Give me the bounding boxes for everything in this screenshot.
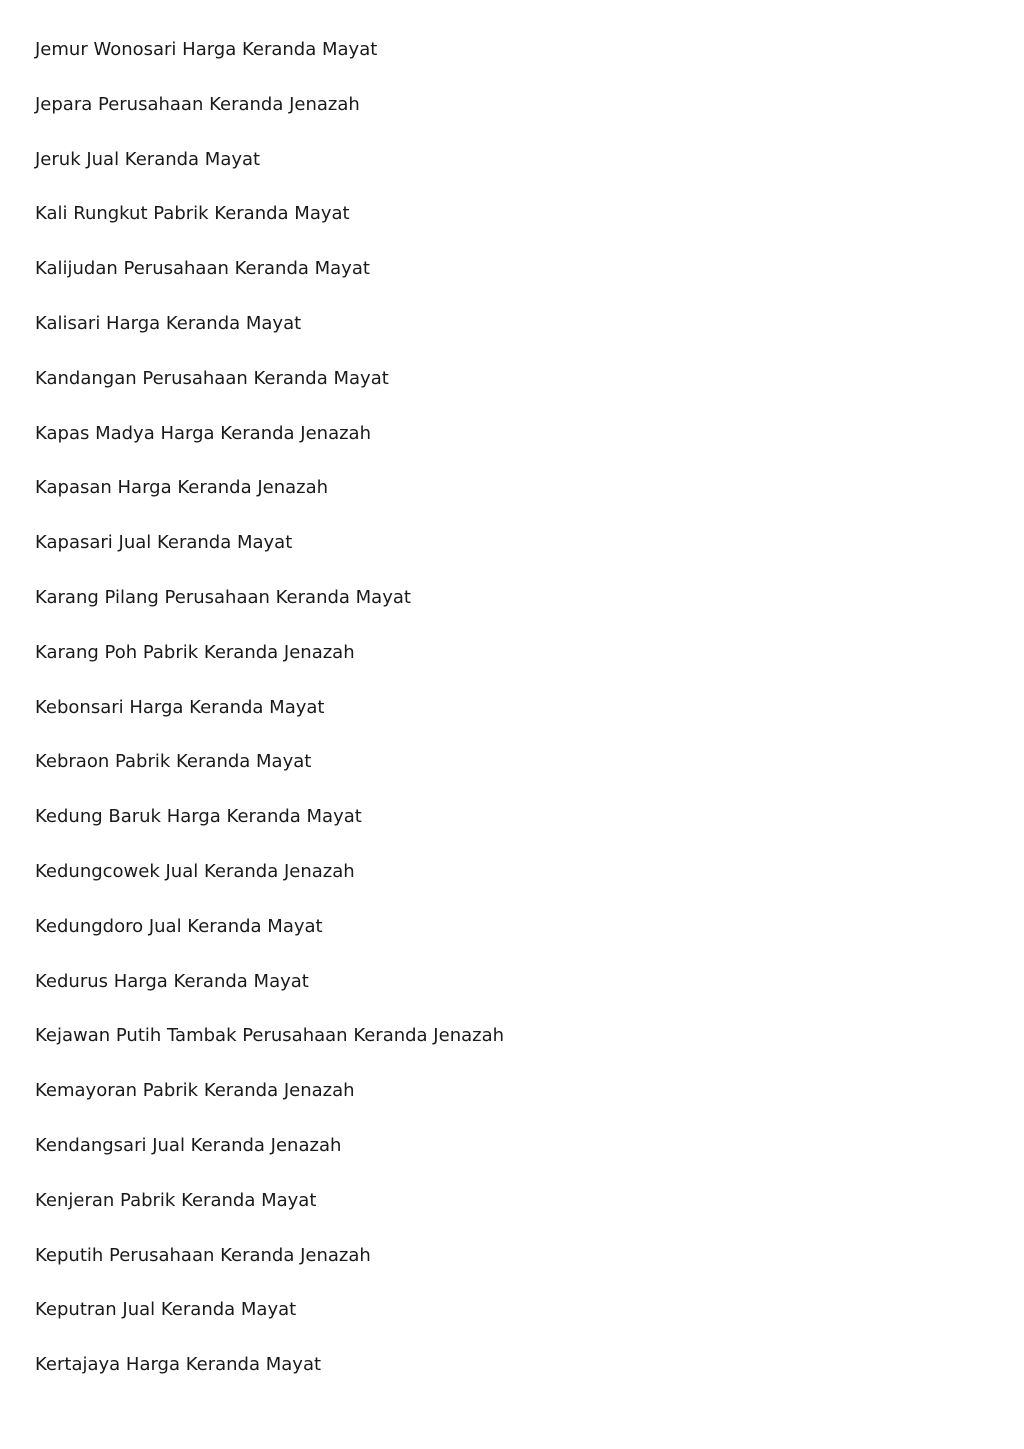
text-line: Jeruk Jual Keranda Mayat: [35, 148, 261, 170]
text-line: Kapasari Jual Keranda Mayat: [35, 532, 293, 554]
text-line: Karang Poh Pabrik Keranda Jenazah: [35, 641, 355, 663]
text-line: Kertajaya Harga Keranda Mayat: [35, 1354, 322, 1376]
text-line: Kalisari Harga Keranda Mayat: [35, 312, 302, 334]
text-line: Kedung Baruk Harga Keranda Mayat: [35, 806, 362, 828]
text-line: Kandangan Perusahaan Keranda Mayat: [35, 367, 389, 389]
text-line: Kejawan Putih Tambak Perusahaan Keranda Jenazah: [35, 1025, 505, 1047]
text-line: Karang Pilang Perusahaan Keranda Mayat: [35, 586, 411, 608]
text-line: Kapasan Harga Keranda Jenazah: [35, 477, 329, 499]
text-line: Kebraon Pabrik Keranda Mayat: [35, 751, 312, 773]
text-line: Kedungcowek Jual Keranda Jenazah: [35, 860, 355, 882]
text-line: Keputran Jual Keranda Mayat: [35, 1299, 297, 1321]
text-line: Kedungdoro Jual Keranda Mayat: [35, 915, 323, 937]
text-line: Kali Rungkut Pabrik Keranda Mayat: [35, 203, 350, 225]
text-line: Kemayoran Pabrik Keranda Jenazah: [35, 1080, 355, 1102]
text-line-list: [35, 36, 504, 1406]
text-line: Jemur Wonosari Harga Keranda Mayat: [35, 39, 378, 60]
text-line: Kedurus Harga Keranda Mayat: [35, 970, 309, 992]
text-line: Keputih Perusahaan Keranda Jenazah: [35, 1244, 371, 1266]
text-line: Kendangsari Jual Keranda Jenazah: [35, 1134, 342, 1156]
text-line: Kebonsari Harga Keranda Mayat: [35, 696, 325, 718]
text-line: Kenjeran Pabrik Keranda Mayat: [35, 1189, 317, 1211]
text-line: Kapas Madya Harga Keranda Jenazah: [35, 422, 371, 444]
text-line: Jepara Perusahaan Keranda Jenazah: [35, 93, 360, 115]
text-line: Kalijudan Perusahaan Keranda Mayat: [35, 258, 370, 280]
